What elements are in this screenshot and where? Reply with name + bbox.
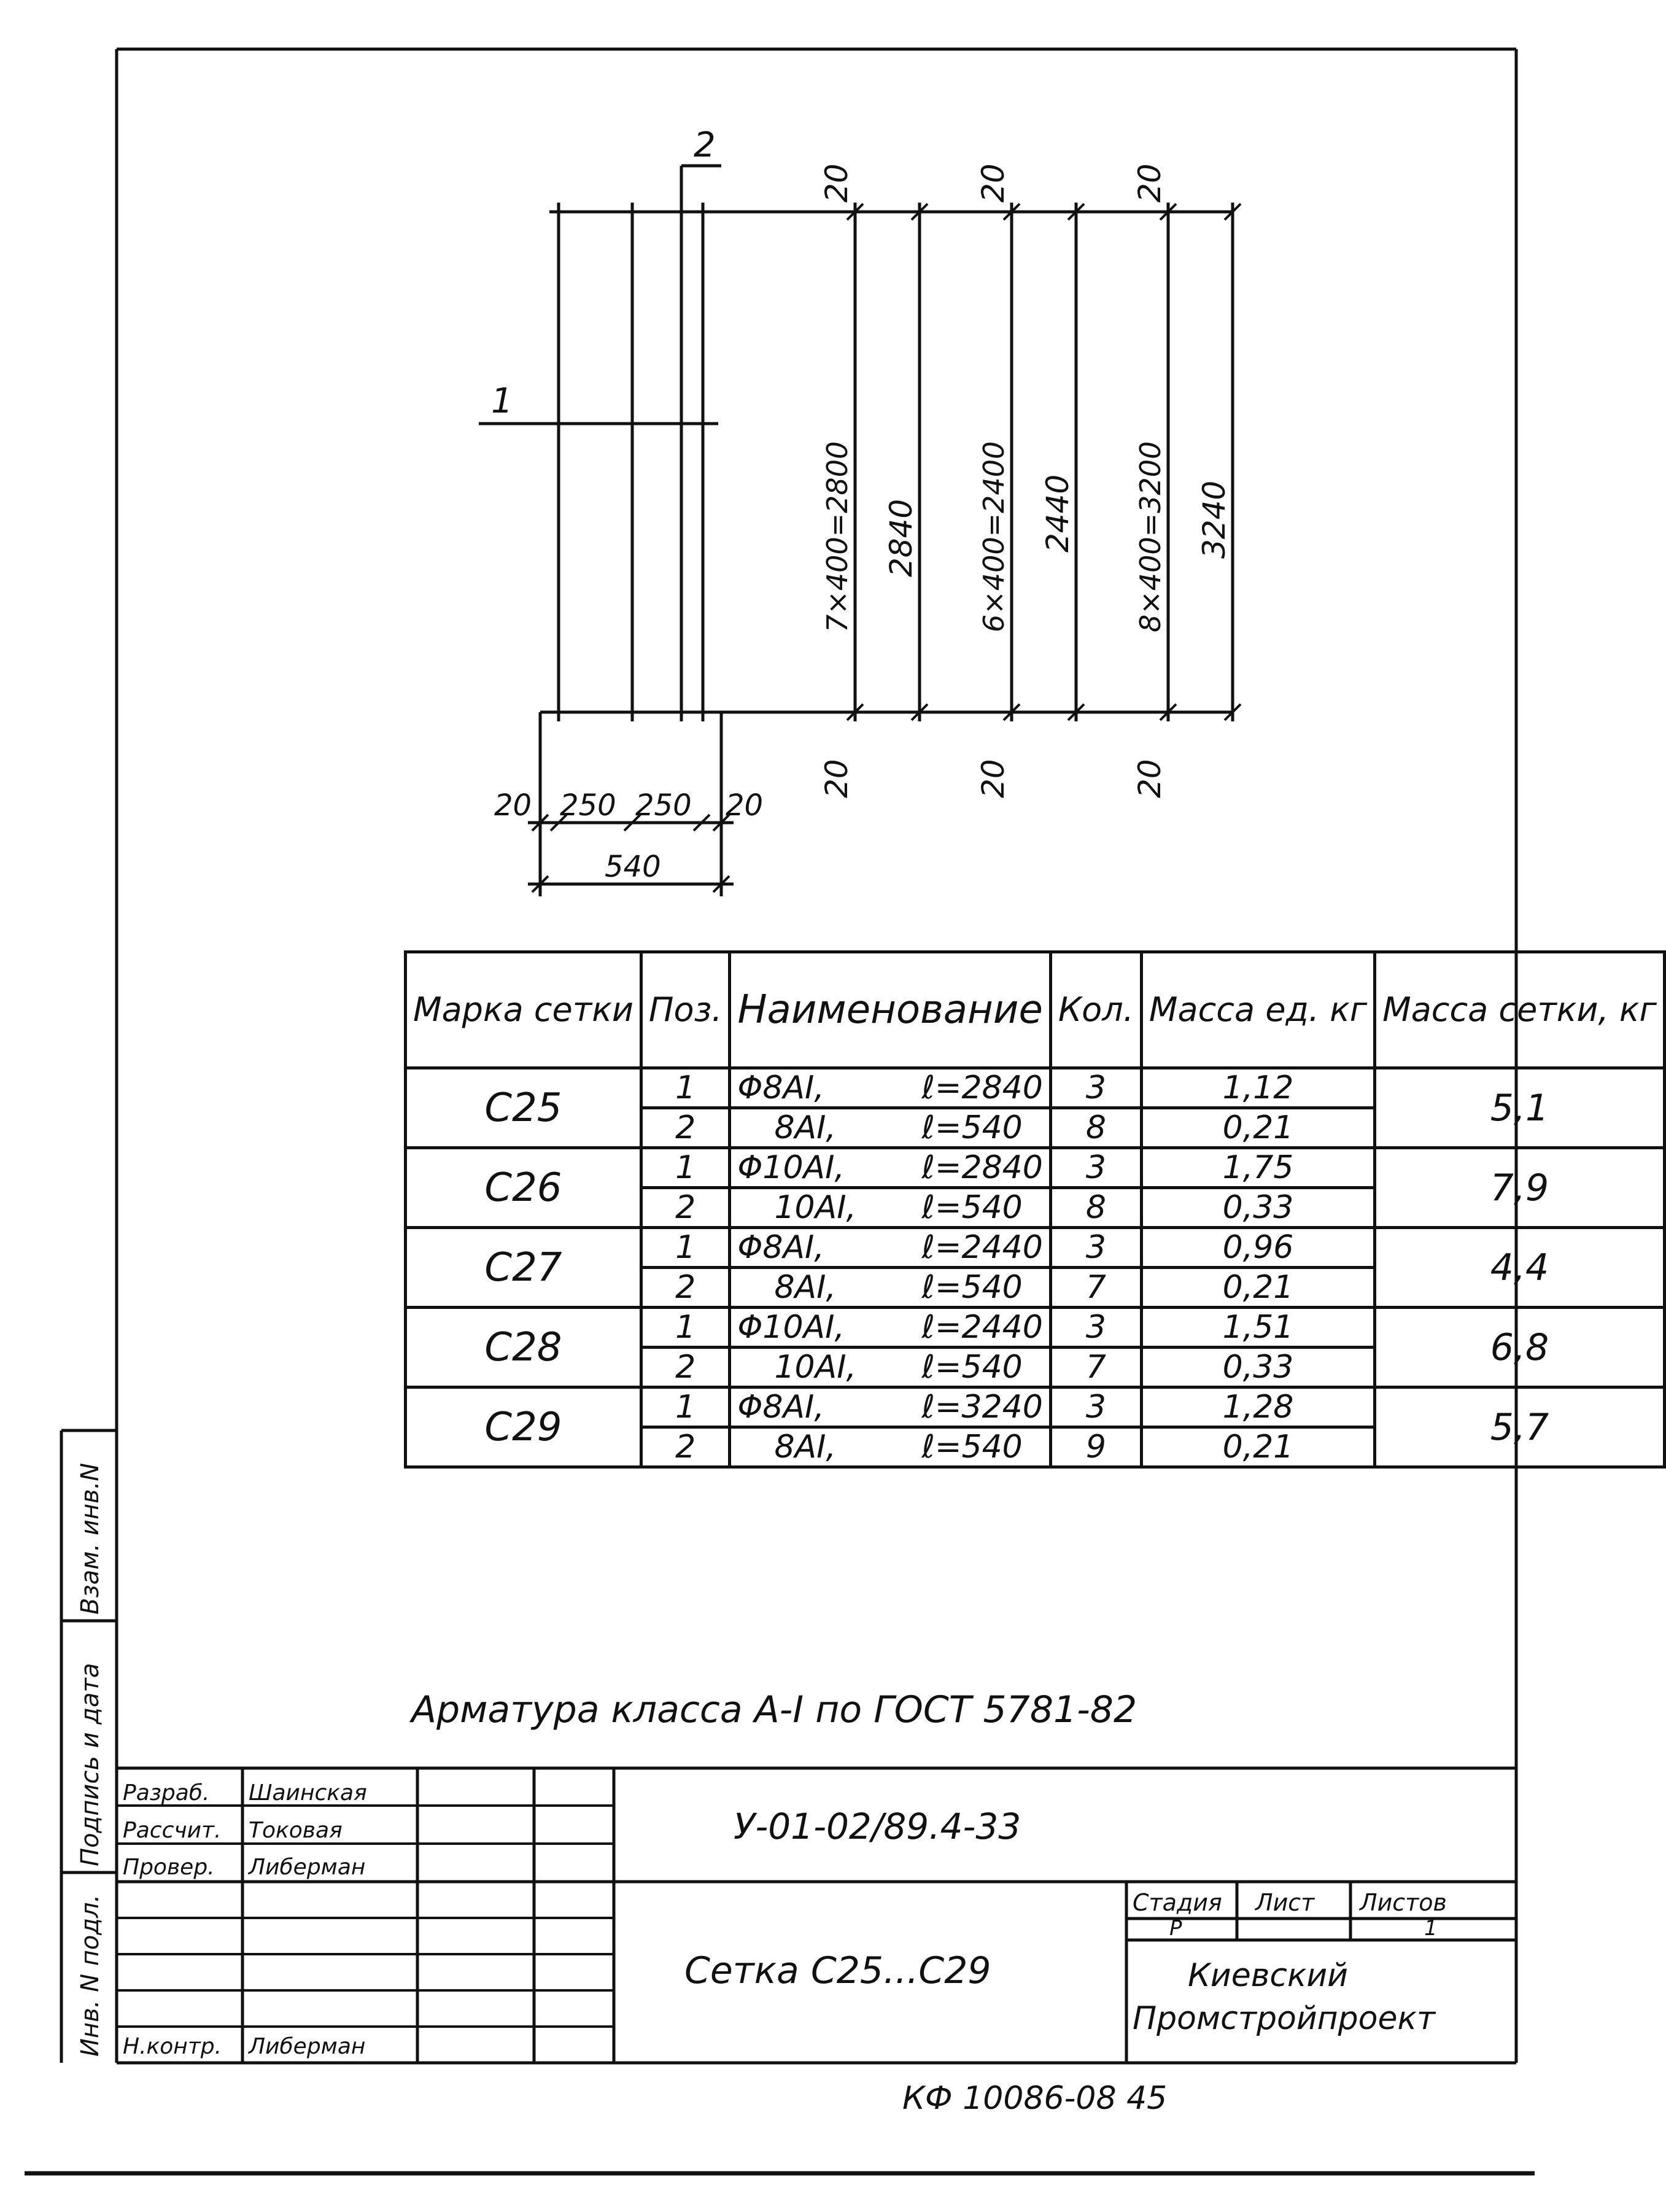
stamp-inv-orig: Инв. N подл. bbox=[76, 1894, 104, 2057]
dim-total-width: 540 bbox=[605, 850, 661, 884]
dim-vertical-1: 7×400=2800 bbox=[821, 441, 854, 632]
mesh-total: 6,8 bbox=[1375, 1308, 1665, 1387]
bar-length: ℓ=540 bbox=[921, 1269, 1023, 1306]
pos-cell: 1 bbox=[641, 1387, 730, 1427]
name-cell bbox=[730, 1188, 1050, 1228]
pos-cell: 1 bbox=[641, 1308, 730, 1348]
mass-cell: 0,21 bbox=[1141, 1268, 1374, 1308]
qty-cell: 3 bbox=[1050, 1228, 1141, 1268]
role-3: Провер. bbox=[123, 1855, 215, 1880]
table-row bbox=[406, 1387, 1665, 1427]
bar-length: ℓ=3240 bbox=[921, 1389, 1043, 1426]
person-7: Либерман bbox=[249, 2034, 366, 2059]
dim-vertical-4: 2440 bbox=[1040, 474, 1075, 553]
bar-length: ℓ=540 bbox=[921, 1429, 1023, 1465]
bar-name: Φ8АI, bbox=[737, 1389, 824, 1426]
person-3: Либерман bbox=[249, 1855, 366, 1880]
mesh-total: 5,7 bbox=[1375, 1387, 1665, 1467]
mass-cell: 0,21 bbox=[1141, 1427, 1374, 1467]
table-row bbox=[406, 1308, 1665, 1348]
header-unit-mass: Масса ед. кг bbox=[1141, 952, 1374, 1068]
stamp-sign-date: Подпись и дата bbox=[76, 1663, 104, 1866]
org-line-1: Киевский bbox=[1188, 1957, 1348, 1994]
bar-length: ℓ=2840 bbox=[921, 1149, 1043, 1186]
pos-cell: 2 bbox=[641, 1108, 730, 1148]
bar-name: Φ8АI, bbox=[737, 1229, 824, 1266]
pos-cell: 2 bbox=[641, 1268, 730, 1308]
bar-name: 10АI, bbox=[774, 1349, 857, 1386]
bar-length: ℓ=540 bbox=[921, 1349, 1023, 1386]
doc-code: У-01-02/89.4-33 bbox=[734, 1806, 1021, 1847]
mesh-mark: С26 bbox=[406, 1148, 641, 1228]
section-mark-1: 1 bbox=[491, 381, 513, 421]
stage-value: Р bbox=[1169, 1916, 1182, 1941]
dim-top-1: 20 bbox=[819, 163, 854, 203]
name-cell bbox=[730, 1068, 1050, 1108]
pos-cell: 2 bbox=[641, 1427, 730, 1467]
sheets-value: 1 bbox=[1424, 1916, 1438, 1941]
mass-cell: 0,96 bbox=[1141, 1228, 1374, 1268]
pos-cell: 1 bbox=[641, 1068, 730, 1108]
qty-cell: 3 bbox=[1050, 1148, 1141, 1188]
dim-top-2: 20 bbox=[975, 163, 1011, 203]
qty-cell: 8 bbox=[1050, 1108, 1141, 1148]
dim-bottom-1: 20 bbox=[819, 759, 854, 798]
pos-cell: 1 bbox=[641, 1228, 730, 1268]
name-cell bbox=[730, 1308, 1050, 1348]
mesh-mark: С28 bbox=[406, 1308, 641, 1387]
header-qty: Кол. bbox=[1050, 952, 1141, 1068]
role-7: Н.контр. bbox=[123, 2034, 222, 2059]
mesh-mark: С25 bbox=[406, 1068, 641, 1148]
bar-length: ℓ=2440 bbox=[921, 1229, 1043, 1266]
role-1: Разраб. bbox=[123, 1780, 210, 1806]
bar-length: ℓ=540 bbox=[921, 1109, 1023, 1146]
pos-cell: 2 bbox=[641, 1348, 730, 1387]
name-cell bbox=[730, 1348, 1050, 1387]
qty-cell: 8 bbox=[1050, 1188, 1141, 1228]
sheets-label: Листов bbox=[1360, 1889, 1447, 1916]
sheet-label: Лист bbox=[1255, 1889, 1315, 1916]
mass-cell: 0,21 bbox=[1141, 1108, 1374, 1148]
table-row bbox=[406, 1228, 1665, 1268]
mass-cell: 1,12 bbox=[1141, 1068, 1374, 1108]
mesh-total: 4,4 bbox=[1375, 1228, 1665, 1308]
header-mark: Марка сетки bbox=[406, 952, 641, 1068]
bar-length: ℓ=2440 bbox=[921, 1309, 1043, 1346]
mesh-mark: С29 bbox=[406, 1387, 641, 1467]
bar-name: 8АI, bbox=[774, 1429, 836, 1465]
pos-cell: 1 bbox=[641, 1148, 730, 1188]
doc-title: Сетка С25...С29 bbox=[684, 1949, 991, 1992]
qty-cell: 9 bbox=[1050, 1427, 1141, 1467]
mesh-total: 7,9 bbox=[1375, 1148, 1665, 1228]
pos-cell: 2 bbox=[641, 1188, 730, 1228]
table-row bbox=[406, 1148, 1665, 1188]
name-cell bbox=[730, 1387, 1050, 1427]
header-name: Наименование bbox=[730, 952, 1050, 1068]
qty-cell: 7 bbox=[1050, 1268, 1141, 1308]
qty-cell: 3 bbox=[1050, 1308, 1141, 1348]
name-cell bbox=[730, 1427, 1050, 1467]
header-pos: Поз. bbox=[641, 952, 730, 1068]
dim-h-1: 20 bbox=[494, 788, 532, 823]
dim-bottom-2: 20 bbox=[975, 759, 1011, 798]
dim-h-2: 250 bbox=[560, 788, 616, 823]
bar-name: Φ8АI, bbox=[737, 1069, 824, 1106]
qty-cell: 3 bbox=[1050, 1387, 1141, 1427]
mass-cell: 1,51 bbox=[1141, 1308, 1374, 1348]
bar-name: 8АI, bbox=[774, 1109, 836, 1146]
person-1: Шаинская bbox=[249, 1780, 367, 1806]
stamp-replace-inv: Взам. инв.N bbox=[76, 1462, 104, 1615]
section-mark-2: 2 bbox=[694, 125, 716, 165]
bar-length: ℓ=540 bbox=[921, 1189, 1023, 1226]
name-cell bbox=[730, 1268, 1050, 1308]
header-mesh-mass: Масса сетки, кг bbox=[1375, 952, 1665, 1068]
table-header-row bbox=[406, 952, 1665, 1068]
mass-cell: 0,33 bbox=[1141, 1348, 1374, 1387]
qty-cell: 7 bbox=[1050, 1348, 1141, 1387]
name-cell bbox=[730, 1148, 1050, 1188]
bar-name: 10АI, bbox=[774, 1189, 857, 1226]
qty-cell: 3 bbox=[1050, 1068, 1141, 1108]
mass-cell: 1,75 bbox=[1141, 1148, 1374, 1188]
bar-name: Φ10АI, bbox=[737, 1149, 845, 1186]
footer-code: КФ 10086-08 45 bbox=[902, 2080, 1168, 2117]
dim-vertical-5: 8×400=3200 bbox=[1134, 441, 1167, 632]
bar-name: Φ10АI, bbox=[737, 1309, 845, 1346]
mass-cell: 0,33 bbox=[1141, 1188, 1374, 1228]
mass-cell: 1,28 bbox=[1141, 1387, 1374, 1427]
name-cell bbox=[730, 1228, 1050, 1268]
mesh-total: 5,1 bbox=[1375, 1068, 1665, 1148]
mesh-mark: С27 bbox=[406, 1228, 641, 1308]
dim-bottom-3: 20 bbox=[1132, 759, 1168, 798]
dim-vertical-6: 3240 bbox=[1196, 480, 1232, 559]
person-2: Токовая bbox=[249, 1818, 343, 1843]
table-row bbox=[406, 1068, 1665, 1108]
stage-label: Стадия bbox=[1133, 1889, 1222, 1916]
role-2: Рассчит. bbox=[123, 1818, 222, 1843]
dim-vertical-2: 2840 bbox=[883, 499, 919, 577]
spec-table bbox=[404, 950, 1666, 1469]
dim-h-3: 250 bbox=[635, 788, 692, 823]
dim-h-4: 20 bbox=[726, 788, 764, 823]
org-line-2: Промстройпроект bbox=[1133, 2000, 1436, 2037]
bar-length: ℓ=2840 bbox=[921, 1069, 1043, 1106]
dim-vertical-3: 6×400=2400 bbox=[977, 441, 1010, 632]
bar-name: 8АI, bbox=[774, 1269, 836, 1306]
note-reinforcement-class: Арматура класса А-I по ГОСТ 5781-82 bbox=[411, 1688, 1137, 1731]
dim-top-3: 20 bbox=[1132, 163, 1168, 203]
name-cell bbox=[730, 1108, 1050, 1148]
